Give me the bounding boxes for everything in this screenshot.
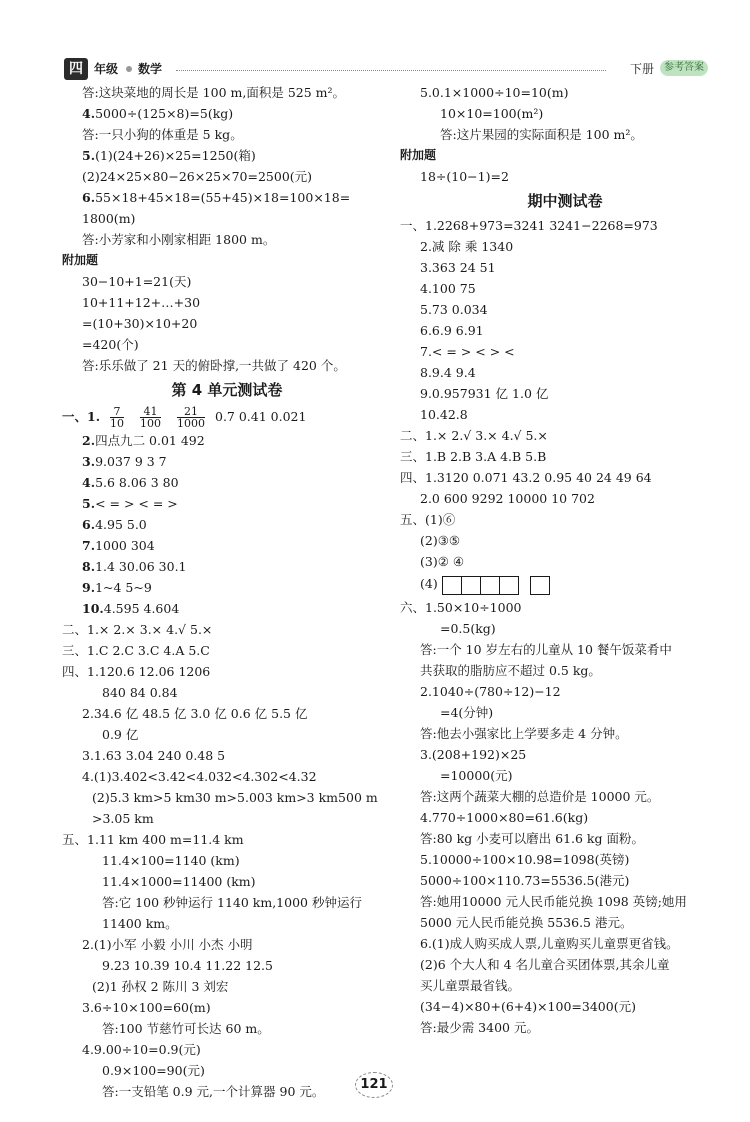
section-line: 六、1.50×10÷1000 — [400, 599, 522, 615]
solution-line: =(10+30)×10+20 — [82, 316, 198, 331]
solution-line: 11.4×1000=11400 (km) — [102, 874, 256, 889]
question-line: 9.0.957931 亿 1.0 亿 — [420, 386, 549, 401]
answer-line: 答:一只小狗的体重是 5 kg。 — [82, 127, 243, 142]
solution-line: 9.23 10.39 10.4 11.22 12.5 — [102, 958, 273, 973]
question-line: 4.5.6 8.06 3 80 — [82, 475, 179, 490]
answer-line: 5000 元人民币能兑换 5536.5 港元。 — [420, 914, 633, 930]
solution-line: 30−10+1=21(天) — [82, 274, 192, 289]
fraction: $\frac{7}{10}$ — [110, 405, 125, 430]
left-column — [62, 82, 392, 1102]
tile-square — [442, 576, 462, 595]
answer-line: 答:最少需 3400 元。 — [420, 1019, 539, 1035]
solution-line: 0.9 亿 — [102, 727, 139, 742]
section-line: 二、1.× 2.× 3.× 4.√ 5.× — [62, 622, 213, 637]
solution-line: 1800(m) — [82, 211, 136, 226]
section-line: 一、1.2268+973=3241 3241−2268=973 — [400, 218, 658, 233]
question-line: 8.9.4 9.4 — [420, 365, 476, 380]
question-line: 3.363 24 51 — [420, 260, 496, 275]
page-header — [64, 58, 724, 80]
solution-line: 6.(1)成人购买成人票,儿童购买儿童票更省钱。 — [420, 935, 679, 951]
question-line: 2.四点九二 0.01 492 — [82, 433, 205, 448]
answer-line: 答:他去小强家比上学要多走 4 分钟。 — [420, 725, 628, 741]
section-line: 三、1.C 2.C 3.C 4.A 5.C — [62, 643, 210, 658]
solution-line: 2.(1)小军 小毅 小川 小杰 小明 — [82, 937, 253, 952]
section-line: 五、1.11 km 400 m=11.4 km — [62, 832, 244, 847]
header-dotted-line — [176, 70, 606, 71]
question-line: 6.6.9 6.91 — [420, 323, 484, 338]
section-line: 三、1.B 2.B 3.A 4.B 5.B — [400, 449, 547, 464]
answer-line: 答:这两个蔬菜大棚的总造价是 10000 元。 — [420, 788, 660, 804]
question-line: 10.42.8 — [420, 407, 468, 422]
question-line: 3.9.037 9 3 7 — [82, 454, 167, 469]
section-line: 四、1.120.6 12.06 1206 — [62, 664, 211, 679]
square-tiles-answer — [442, 573, 549, 597]
solution-line: 5.(1)(24+26)×25=1250(箱) — [82, 148, 256, 163]
solution-line: 5.0.1×1000÷10=10(m) — [420, 85, 569, 100]
solution-line: (2)24×25×80−26×25×70=2500(元) — [82, 169, 313, 184]
section-heading-bonus: 附加题 — [62, 253, 99, 267]
solution-line: 10+11+12+…+30 — [82, 295, 201, 310]
solution-line: 10×10=100(m²) — [440, 106, 544, 121]
solution-line: 4.5000÷(125×8)=5(kg) — [82, 106, 234, 121]
question-line: 5.73 0.034 — [420, 302, 488, 317]
unit-4-test-title: 第 4 单元测试卷 — [171, 381, 283, 399]
answer-line: 答:这块菜地的周长是 100 m,面积是 525 m²。 — [82, 85, 346, 100]
answer-line: 答:小芳家和小刚家相距 1800 m。 — [82, 232, 276, 247]
question-line: 4.100 75 — [420, 281, 476, 296]
solution-line: 11.4×100=1140 (km) — [102, 853, 240, 868]
solution-line: 4.9.00÷10=0.9(元) — [82, 1042, 201, 1057]
question-line: 10.4.595 4.604 — [82, 601, 180, 616]
tile-square — [461, 576, 481, 595]
solution-line: =0.5(kg) — [440, 620, 496, 636]
answer-line: 11400 km。 — [102, 916, 178, 931]
question-line: 5.< = > < = > — [82, 496, 178, 511]
fraction: $\frac{21}{1000}$ — [177, 405, 206, 430]
solution-line: 6.55×18+45×18=(55+45)×18=100×18= — [82, 190, 351, 205]
solution-line: =10000(元) — [440, 767, 513, 783]
question-line: (3)② ④ — [420, 554, 465, 569]
solution-line: 3.1.63 3.04 240 0.48 5 — [82, 748, 226, 763]
solution-line: (2)6 个大人和 4 名儿童合买团体票,其余儿童 — [420, 956, 670, 972]
solution-line: =420(个) — [82, 337, 139, 352]
question-line: 8.1.4 30.06 30.1 — [82, 559, 187, 574]
solution-line: (34−4)×80+(6+4)×100=3400(元) — [420, 998, 636, 1014]
answer-line: 共获取的脂肪应不超过 0.5 kg。 — [420, 662, 601, 678]
answer-line: 答:一个 10 岁左右的儿童从 10 餐午饭菜肴中 — [420, 641, 672, 657]
solution-line: 840 84 0.84 — [102, 685, 178, 700]
question-line: 一、1. $\frac{7}{10}$ $\frac{41}{100}$ $\frac{21}{1000}$ 0.7 0.41 0.021 — [62, 405, 307, 430]
solution-line: 4.770÷1000×80=61.6(kg) — [420, 809, 589, 825]
solution-line: (2)1 孙权 2 陈川 3 刘宏 — [92, 979, 229, 994]
answer-line: 答:它 100 秒钟运行 1140 km,1000 秒钟运行 — [102, 895, 362, 910]
question-line: 7.< = > < > < — [420, 344, 515, 359]
midterm-test-title: 期中测试卷 — [527, 192, 603, 210]
solution-line: 18÷(10−1)=2 — [420, 169, 509, 184]
right-column — [400, 82, 730, 1038]
question-line: 6.4.95 5.0 — [82, 517, 147, 532]
tile-square — [530, 576, 550, 595]
separator-dot — [126, 66, 132, 72]
section-line: 四、1.3120 0.071 43.2 0.95 40 24 49 64 — [400, 470, 652, 485]
answer-line: 答:一支铅笔 0.9 元,一个计算器 90 元。 — [102, 1084, 325, 1099]
solution-line: 5.10000÷100×10.98=1098(英镑) — [420, 851, 630, 867]
answer-line: 答:100 节慈竹可长达 60 m。 — [102, 1021, 270, 1036]
solution-line: (2)5.3 km>5 km30 m>5.003 km>3 km500 m — [92, 790, 378, 805]
section-line: 二、1.× 2.√ 3.× 4.√ 5.× — [400, 428, 548, 443]
answer-line: 答:乐乐做了 21 天的俯卧撑,一共做了 420 个。 — [82, 358, 346, 373]
solution-line: 5000÷100×110.73=5536.5(港元) — [420, 872, 630, 888]
answer-line: 答:这片果园的实际面积是 100 m²。 — [440, 127, 643, 142]
solution-line: 0.9×100=90(元) — [102, 1063, 205, 1078]
solution-line: =4(分钟) — [440, 704, 494, 720]
answer-line: 答:80 kg 小麦可以磨出 61.6 kg 面粉。 — [420, 830, 644, 846]
section-heading-bonus: 附加题 — [400, 148, 437, 162]
solution-line: >3.05 km — [92, 811, 154, 826]
question-line: 7.1000 304 — [82, 538, 155, 553]
subject-label: 数学 — [138, 62, 163, 76]
question-line: (2)③⑤ — [420, 533, 461, 548]
solution-line: 3.(208+192)×25 — [420, 746, 527, 762]
section-line: 五、(1)⑥ — [400, 512, 456, 527]
solution-line: 3.6÷10×100=60(m) — [82, 1000, 211, 1015]
solution-line: 4.(1)3.402<3.42<4.032<4.302<4.32 — [82, 769, 317, 784]
solution-line: 2.1040÷(780÷12)−12 — [420, 683, 561, 699]
fraction: $\frac{41}{100}$ — [140, 405, 162, 430]
grade-badge: 四 — [64, 58, 88, 80]
book-volume-label: 下册 — [630, 62, 655, 76]
question-line: 9.1~4 5~9 — [82, 580, 152, 595]
question-line: 2.减 除 乘 1340 — [420, 239, 514, 254]
tile-square — [480, 576, 500, 595]
question-line: 2.0 600 9292 10000 10 702 — [420, 491, 595, 506]
solution-line: 买儿童票最省钱。 — [420, 977, 521, 993]
question-line: (4) — [400, 572, 730, 597]
answer-line: 答:她用10000 元人民币能兑换 1098 英镑;她用 — [420, 893, 687, 909]
grade-label: 年级 — [94, 62, 119, 76]
tile-square — [499, 576, 519, 595]
page-number: 121 — [355, 1072, 393, 1098]
answer-key-badge: 参考答案 — [660, 60, 708, 76]
solution-line: 2.34.6 亿 48.5 亿 3.0 亿 0.6 亿 5.5 亿 — [82, 706, 308, 721]
